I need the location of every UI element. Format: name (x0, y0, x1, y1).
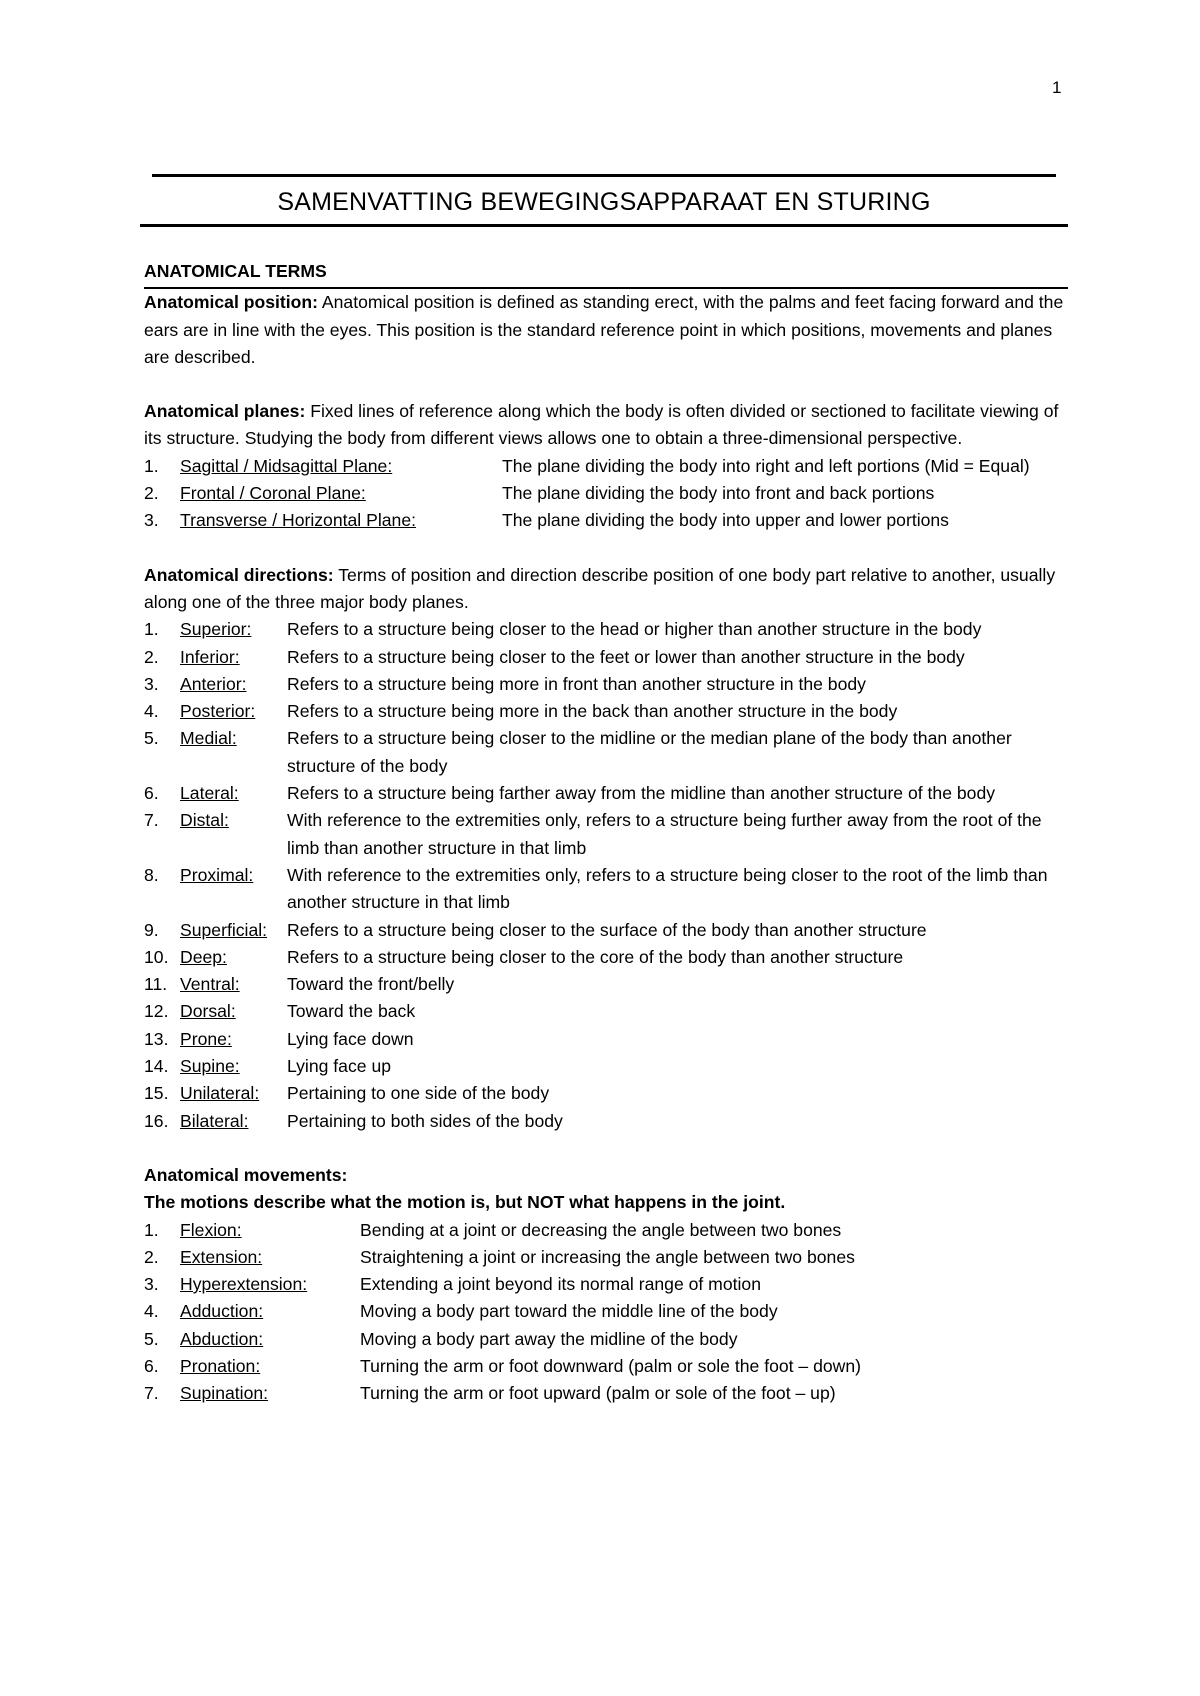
page-number: 1 (1052, 78, 1062, 97)
planes-list (144, 453, 1068, 535)
list-item-number: 4. (144, 701, 159, 722)
anatomical-directions-text: Terms of position and direction describe position of one body part relative to another, usually along one of the three major body planes. (144, 564, 1056, 612)
list-item-definition: Moving a body part away the midline of the body (360, 1328, 738, 1349)
list-item-term: Medial: (180, 728, 237, 749)
anatomical-movements-label: Anatomical movements: (144, 1164, 348, 1185)
list-item-number: 11. (144, 974, 168, 995)
list-item-definition: With reference to the extremities only, refers to a structure being closer to the root of the limb than another structure in that limb (287, 864, 1048, 913)
list-item-number: 3. (144, 1274, 159, 1295)
list-item-number: 1. (144, 455, 159, 476)
list-item-number: 2. (144, 483, 159, 504)
list-item (144, 1108, 1068, 1135)
list-item (144, 507, 1068, 534)
list-item (144, 807, 1068, 862)
list-item (144, 944, 1068, 971)
movements-list (144, 1217, 1068, 1408)
list-item-term: Superficial: (180, 919, 268, 940)
directions-list (144, 616, 1068, 1135)
list-item (144, 998, 1068, 1025)
list-item-definition: Moving a body part toward the middle line of the body (360, 1301, 778, 1322)
list-item (144, 671, 1068, 698)
list-item-term: Abduction: (180, 1328, 264, 1349)
list-item-term: Prone: (180, 1028, 232, 1049)
list-item-number: 13. (144, 1028, 169, 1049)
list-item-definition: Turning the arm or foot downward (palm or sole the foot – down) (360, 1355, 862, 1376)
list-item-number: 3. (144, 510, 159, 531)
list-item-definition: Extending a joint beyond its normal range of motion (360, 1274, 761, 1295)
list-item (144, 1380, 1068, 1407)
list-item-definition: Toward the back (287, 1001, 416, 1022)
list-item (144, 971, 1068, 998)
list-item-definition: Refers to a structure being more in the back than another structure in the body (287, 701, 898, 722)
list-item (144, 1217, 1068, 1244)
top-rule (152, 174, 1056, 177)
anatomical-position-paragraph (144, 289, 1068, 371)
list-item-term: Deep: (180, 946, 227, 967)
list-item-term: Superior: (180, 619, 252, 640)
anatomical-planes-text: Fixed lines of reference along which the body is often divided or sectioned to facilitate viewing of its structure. Studying the body from different views allows one to obtain a three-dimensional perspective. (144, 401, 1059, 449)
list-item (144, 453, 1068, 480)
list-item-number: 1. (144, 1219, 159, 1240)
document-title: SAMENVATTING BEWEGINGSAPPARAAT EN STURING (277, 188, 931, 216)
list-item-term: Sagittal / Midsagittal Plane: (180, 455, 393, 476)
list-item-definition: Refers to a structure being closer to the core of the body than another structure (287, 946, 904, 967)
list-item-definition: Toward the front/belly (287, 974, 455, 995)
list-item-definition: Straightening a joint or increasing the angle between two bones (360, 1246, 855, 1267)
list-item-term: Supination: (180, 1383, 269, 1404)
list-item-term: Transverse / Horizontal Plane: (180, 510, 416, 531)
list-item-term: Lateral: (180, 783, 239, 804)
list-item-term: Flexion: (180, 1219, 242, 1240)
anatomical-directions-paragraph (144, 562, 1068, 617)
list-item (144, 1026, 1068, 1053)
list-item (144, 698, 1068, 725)
list-item (144, 1080, 1068, 1107)
list-item (144, 917, 1068, 944)
list-item-definition: Turning the arm or foot upward (palm or sole of the foot – up) (360, 1383, 836, 1404)
list-item-number: 5. (144, 728, 159, 749)
list-item-term: Unilateral: (180, 1083, 260, 1104)
list-item-definition: Refers to a structure being closer to the head or higher than another structure in the body (287, 619, 982, 640)
list-item (144, 1298, 1068, 1325)
list-item-number: 7. (144, 810, 159, 831)
list-item-number: 2. (144, 646, 159, 667)
list-item-term: Posterior: (180, 701, 256, 722)
list-item (144, 616, 1068, 643)
list-item-number: 7. (144, 1383, 159, 1404)
list-item-number: 4. (144, 1301, 159, 1322)
list-item (144, 862, 1068, 917)
document-body (144, 258, 1068, 1408)
list-item-term: Inferior: (180, 646, 240, 667)
list-item-number: 6. (144, 1355, 159, 1376)
list-item-number: 6. (144, 783, 159, 804)
list-item-number: 16. (144, 1110, 169, 1131)
list-item-definition: Bending at a joint or decreasing the angle between two bones (360, 1219, 842, 1240)
list-item-term: Hyperextension: (180, 1274, 308, 1295)
list-item-number: 2. (144, 1246, 159, 1267)
anatomical-position-label: Anatomical position: (144, 292, 318, 313)
list-item-number: 15. (144, 1083, 169, 1104)
anatomical-movements-subtitle: The motions describe what the motion is, but NOT what happens in the joint. (144, 1192, 786, 1213)
list-item-definition: Lying face down (287, 1028, 414, 1049)
anatomical-planes-label: Anatomical planes: (144, 401, 306, 422)
list-item (144, 1353, 1068, 1380)
list-item (144, 1326, 1068, 1353)
list-item-number: 5. (144, 1328, 159, 1349)
anatomical-planes-paragraph (144, 398, 1068, 453)
anatomical-position-text: Anatomical position is defined as standing erect, with the palms and feet facing forward and the ears are in line with the eyes. This position is the standard reference point in which positions, movements and planes are described. (144, 292, 1064, 367)
list-item-number: 12. (144, 1001, 169, 1022)
list-item (144, 644, 1068, 671)
list-item-definition: Pertaining to one side of the body (287, 1083, 550, 1104)
anatomical-directions-label: Anatomical directions: (144, 564, 334, 585)
list-item (144, 1053, 1068, 1080)
list-item-term: Pronation: (180, 1355, 261, 1376)
list-item-definition: Lying face up (287, 1056, 392, 1077)
list-item (144, 1271, 1068, 1298)
section-heading: ANATOMICAL TERMS (144, 261, 327, 281)
list-item-term: Ventral: (180, 974, 240, 995)
list-item (144, 725, 1068, 780)
list-item-number: 3. (144, 673, 159, 694)
list-item-number: 14. (144, 1056, 169, 1077)
list-item-definition: Refers to a structure being closer to the feet or lower than another structure in the body (287, 646, 965, 667)
list-item-term: Bilateral: (180, 1110, 249, 1131)
list-item (144, 1244, 1068, 1271)
list-item-number: 10. (144, 946, 169, 967)
list-item (144, 780, 1068, 807)
list-item-term: Extension: (180, 1246, 263, 1267)
list-item-number: 9. (144, 919, 159, 940)
title-rule (140, 224, 1068, 227)
list-item-term: Proximal: (180, 864, 254, 885)
list-item-term: Adduction: (180, 1301, 264, 1322)
list-item-definition: Pertaining to both sides of the body (287, 1110, 563, 1131)
list-item (144, 480, 1068, 507)
list-item-definition: Refers to a structure being more in front than another structure in the body (287, 673, 866, 694)
list-item-definition: Refers to a structure being farther away from the midline than another structure of the body (287, 783, 996, 804)
list-item-number: 1. (144, 619, 159, 640)
list-item-definition: With reference to the extremities only, refers to a structure being further away from the root of the limb than another structure in that limb (287, 810, 1042, 858)
list-item-definition: Refers to a structure being closer to the midline or the median plane of the body than another structure of the body (287, 728, 1012, 776)
list-item-term: Frontal / Coronal Plane: (180, 483, 366, 504)
list-item-term: Dorsal: (180, 1001, 236, 1022)
list-item-term: Anterior: (180, 673, 247, 694)
list-item-definition: The plane dividing the body into right and left portions (Mid = Equal) (502, 455, 1030, 476)
list-item-term: Supine: (180, 1056, 240, 1077)
list-item-definition: The plane dividing the body into front and back portions (502, 483, 935, 504)
list-item-term: Distal: (180, 810, 229, 831)
list-item-definition: Refers to a structure being closer to the surface of the body than another structure (287, 919, 927, 940)
list-item-definition: The plane dividing the body into upper and lower portions (502, 510, 949, 531)
list-item-number: 8. (144, 864, 159, 885)
